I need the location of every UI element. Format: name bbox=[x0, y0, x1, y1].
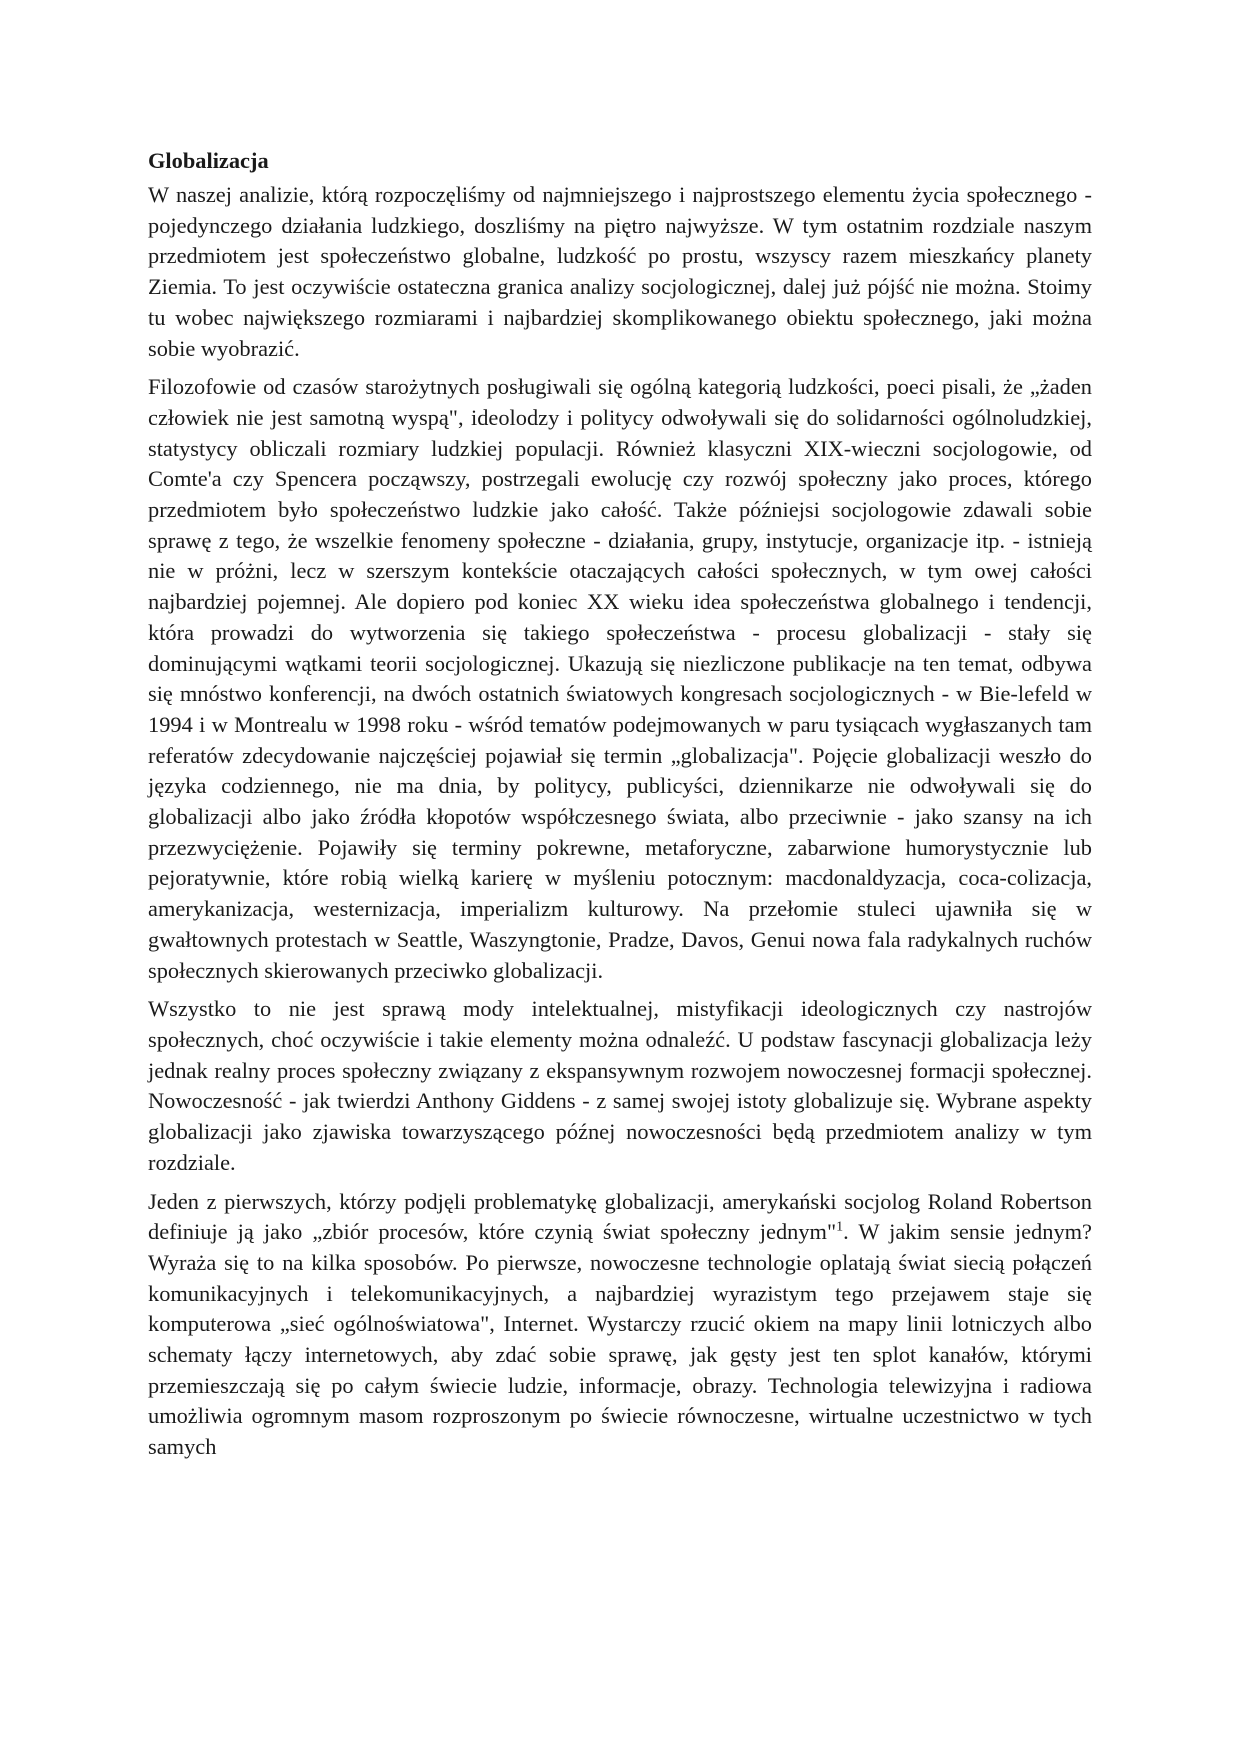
paragraph-modernity: Wszystko to nie jest sprawą mody intelektualnej, mistyfikacji ideologicznych czy nastrojów społecznych, choć oczywiście i takie elementy można odnaleźć. U podstaw fascynacji globalizacja leży jednak realny proces społeczny związany z ekspansywnym rozwojem nowoczesnej formacji społecznej. Nowoczesność - jak twierdzi Anthony Giddens - z samej swojej istoty globalizuje się. Wybrane aspekty globalizacji jako zjawiska towarzyszącego późnej nowoczesności będą przedmiotem analizy w tym rozdziale. bbox=[148, 996, 1092, 1175]
footnote-reference[interactable]: 1 bbox=[836, 1219, 844, 1235]
paragraph-robertson-text-end: . W jakim sensie jednym? Wyraża się to na kilka sposobów. Po pierwsze, nowoczesne technologie oplatają świat siecią połączeń komunikacyjnych i telekomunikacyjnych, a najbardziej wyrazistym tego przejawem staje się komputerowa „sieć ogólnoświatowa", Internet. Wystarczy rzucić okiem na mapy linii lotniczych albo schematy łączy internetowych, aby zdać sobie sprawę, jak gęsty jest ten splot kanałów, którymi przemieszczają się po całym świecie ludzie, informacje, obrazy. Technologia telewizyjna i radiowa umożliwia ogromnym masom rozproszonym po świecie równoczesne, wirtualne uczestnictwo w tych samych bbox=[148, 1219, 1092, 1460]
paragraph-intro: W naszej analizie, którą rozpoczęliśmy od najmniejszego i najprostszego elementu życia społecznego - pojedynczego działania ludzkiego, doszliśmy na piętro najwyższe. W tym ostatnim rozdziale naszym przedmiotem jest społeczeństwo globalne, ludzkość po prostu, wszyscy razem mieszkańcy planety Ziemia. To jest oczywiście ostateczna granica analizy socjologicznej, dalej już pójść nie można. Stoimy tu wobec największego rozmiarami i najbardziej skomplikowanego obiektu społecznego, jaki można sobie wyobrazić. bbox=[148, 182, 1092, 361]
paragraph-robertson bbox=[148, 1187, 1092, 1463]
paragraph-robertson-text-start: Jeden z pierwszych, którzy podjęli problematykę globalizacji, amerykański socjolog Roland Robertson definiuje ją jako „zbiór procesów, które czynią świat społeczny jednym" bbox=[148, 1188, 1092, 1245]
paragraph-history: Filozofowie od czasów starożytnych posługiwali się ogólną kategorią ludzkości, poeci pisali, że „żaden człowiek nie jest samotną wyspą", ideolodzy i politycy odwoływali się do solidarności ogólnoludzkiej, statystycy obliczali rozmiary ludzkiej populacji. Również klasyczni XIX-wieczni socjologowie, od Comte'a czy Spencera począwszy, postrzegali ewolucję czy rozwój społeczny jako proces, którego przedmiotem było społeczeństwo ludzkie jako całość. Także późniejsi socjologowie zdawali sobie sprawę z tego, że wszelkie fenomeny społeczne - działania, grupy, instytucje, organizacje itp. - istnieją nie w próżni, lecz w szerszym kontekście otaczających całości społecznych, w tym owej całości najbardziej pojemnej. Ale dopiero pod koniec XX wieku idea społeczeństwa globalnego i tendencji, która prowadzi do wytworzenia się takiego społeczeństwa - procesu globalizacji - stały się dominującymi wątkami teorii socjologicznej. Ukazują się niezliczone publikacje na ten temat, odbywa się mnóstwo konferencji, na dwóch ostatnich światowych kongresach socjologicznych - w Bie-lefeld w 1994 i w Montrealu w 1998 roku - wśród tematów podejmowanych w paru tysiącach wygłaszanych tam referatów zdecydowanie najczęściej pojawiał się termin „globalizacja". Pojęcie globalizacji weszło do języka codziennego, nie ma dnia, by politycy, publicyści, dziennikarze nie odwoływali się do globalizacji albo jako źródła kłopotów współczesnego świata, albo przeciwnie - jako szansy na ich przezwyciężenie. Pojawiły się terminy pokrewne, metaforyczne, zabarwione humorystycznie lub pejoratywnie, które robią wielką karierę w myśleniu potocznym: macdonaldyzacja, coca-colizacja, amerykanizacja, westernizacja, imperializm kulturowy. Na przełomie stuleci ujawniła się w gwałtownych protestach w Seattle, Waszyngtonie, Pradze, Davos, Genui nowa fala radykalnych ruchów społecznych skierowanych przeciwko globalizacji. bbox=[148, 374, 1092, 983]
document-page bbox=[148, 146, 1092, 1471]
document-title: Globalizacja bbox=[148, 148, 269, 173]
